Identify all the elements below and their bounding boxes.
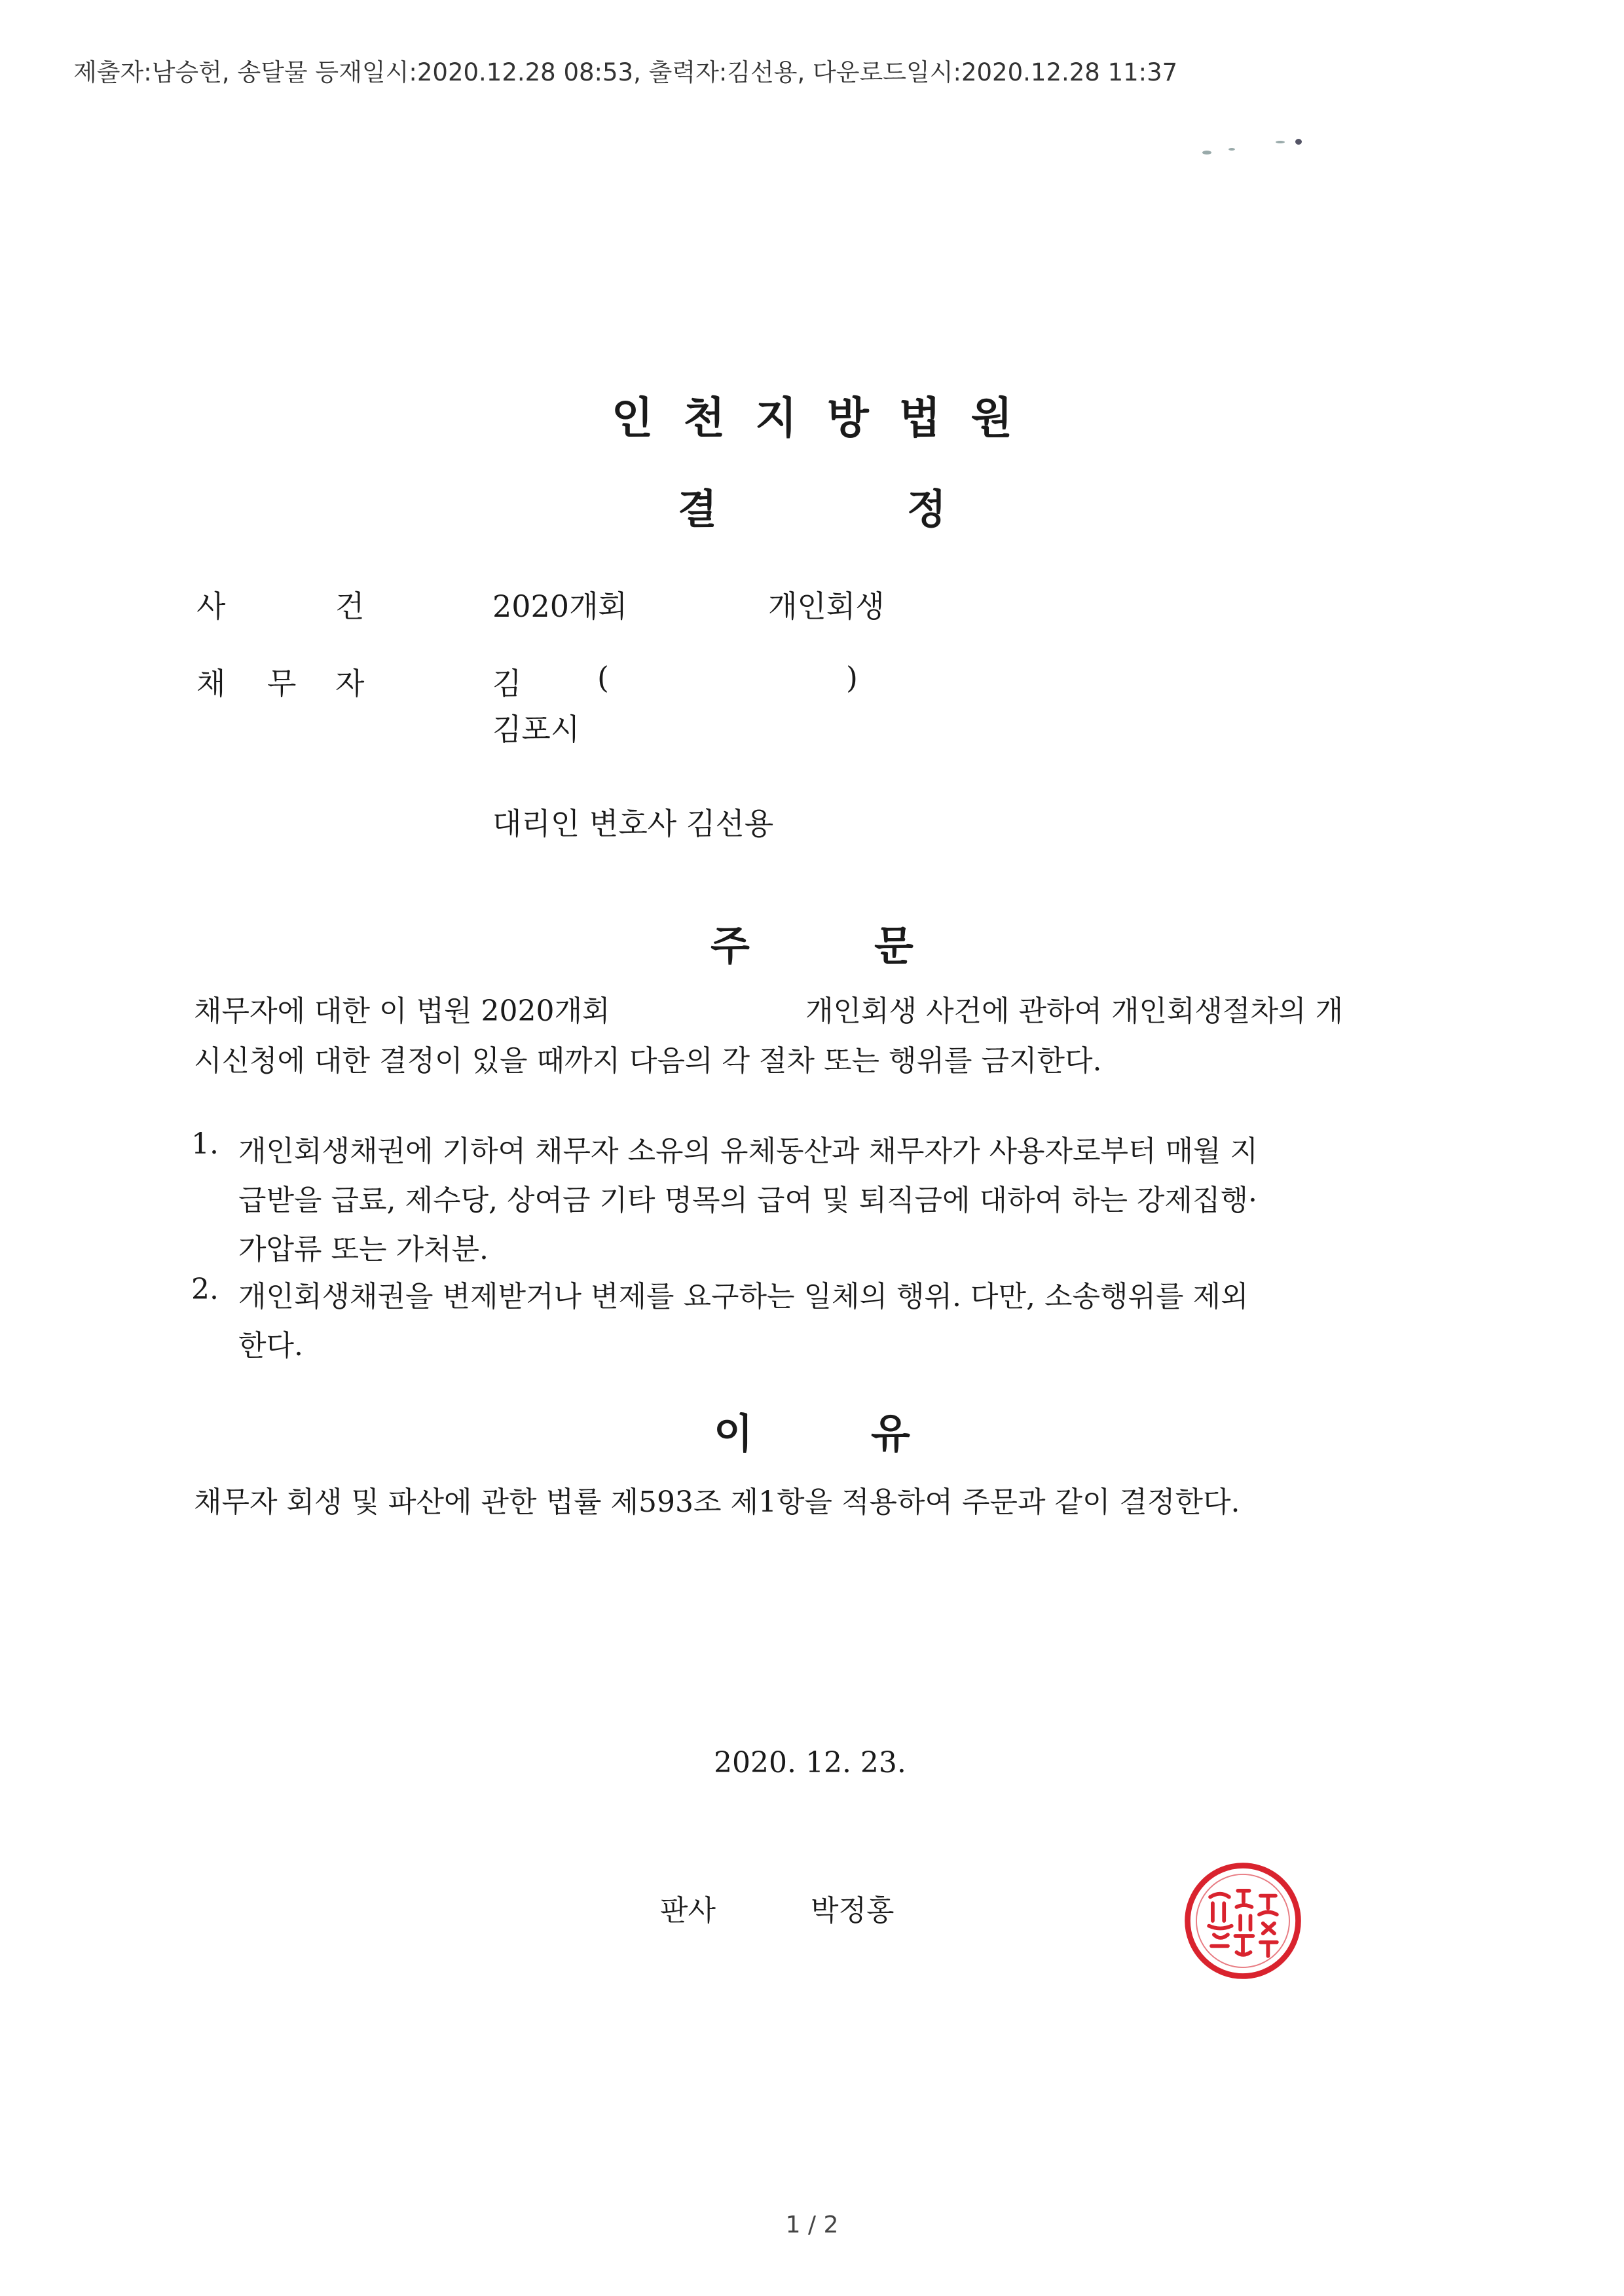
debtor-id-close: ) <box>846 660 858 695</box>
page-number: 1 / 2 <box>785 2212 839 2238</box>
order-para-line1a: 채무자에 대한 이 법원 2020개회 <box>194 994 610 1028</box>
order-item1-line2: 급받을 급료, 제수당, 상여금 기타 명목의 급여 및 퇴직금에 대하여 하는 강제집행· <box>238 1184 1257 1217</box>
court-char: 천 <box>683 393 726 443</box>
court-char: 법 <box>898 393 941 443</box>
court-name <box>0 383 1624 445</box>
submission-header: 제출자:남승헌, 송달물 등재일시:2020.12.28 08:53, 출력자:김선용, 다운로드일시:2020.12.28 11:37 <box>73 58 1178 86</box>
order-item-number: 1. <box>191 1127 219 1161</box>
judge-name: 박정홍 <box>811 1894 895 1927</box>
scan-speck <box>1295 139 1302 145</box>
order-item-number: 2. <box>191 1273 219 1306</box>
debtor-address: 김포시 <box>492 712 580 747</box>
judge-title: 판사 <box>660 1894 716 1927</box>
debtor-id-open: ( <box>597 660 609 695</box>
court-char: 지 <box>755 393 797 443</box>
court-char: 인 <box>611 393 654 443</box>
scan-speck <box>1202 151 1211 155</box>
case-number: 2020개회 <box>492 589 627 624</box>
order-title-char-2: 문 <box>874 922 913 970</box>
order-item1-line3: 가압류 또는 가처분. <box>238 1233 489 1266</box>
order-title-char-1: 주 <box>710 922 750 970</box>
order-item2-line2: 한다. <box>238 1329 303 1362</box>
court-seal-icon <box>1180 1858 1306 1984</box>
debtor-label-char: 채 <box>196 666 226 701</box>
order-para-line2: 시신청에 대한 결정이 있을 때까지 다음의 각 절차 또는 행위를 금지한다. <box>194 1044 1102 1078</box>
court-char: 방 <box>827 393 869 443</box>
scan-speck <box>1276 141 1285 143</box>
debtor-agent: 대리인 변호사 김선용 <box>492 806 774 841</box>
order-item1-line1: 개인회생채권에 기하여 채무자 소유의 유체동산과 채무자가 사용자로부터 매월 지 <box>238 1135 1259 1168</box>
order-item2-line1: 개인회생채권을 변제받거나 변제를 요구하는 일체의 행위. 다만, 소송행위를 제외 <box>238 1280 1249 1313</box>
debtor-label-char: 자 <box>335 666 365 701</box>
case-label-char: 사 <box>196 589 226 624</box>
court-char: 원 <box>970 393 1013 443</box>
case-label-char: 건 <box>335 589 365 624</box>
order-para-line1b: 개인회생 사건에 관하여 개인회생절차의 개 <box>805 994 1344 1028</box>
scan-speck <box>1228 148 1235 151</box>
debtor-name: 김 <box>492 666 522 701</box>
doc-type-char-2: 정 <box>907 485 946 533</box>
debtor-label-char: 무 <box>267 666 297 701</box>
reason-title-char-1: 이 <box>714 1410 753 1457</box>
doc-type-char-1: 결 <box>678 485 717 533</box>
reason-text: 채무자 회생 및 파산에 관한 법률 제593조 제1항을 적용하여 주문과 같이 결정한다. <box>194 1485 1240 1519</box>
decision-date: 2020. 12. 23. <box>714 1746 906 1779</box>
case-name: 개인회생 <box>768 589 885 624</box>
reason-title-char-2: 유 <box>871 1410 910 1457</box>
